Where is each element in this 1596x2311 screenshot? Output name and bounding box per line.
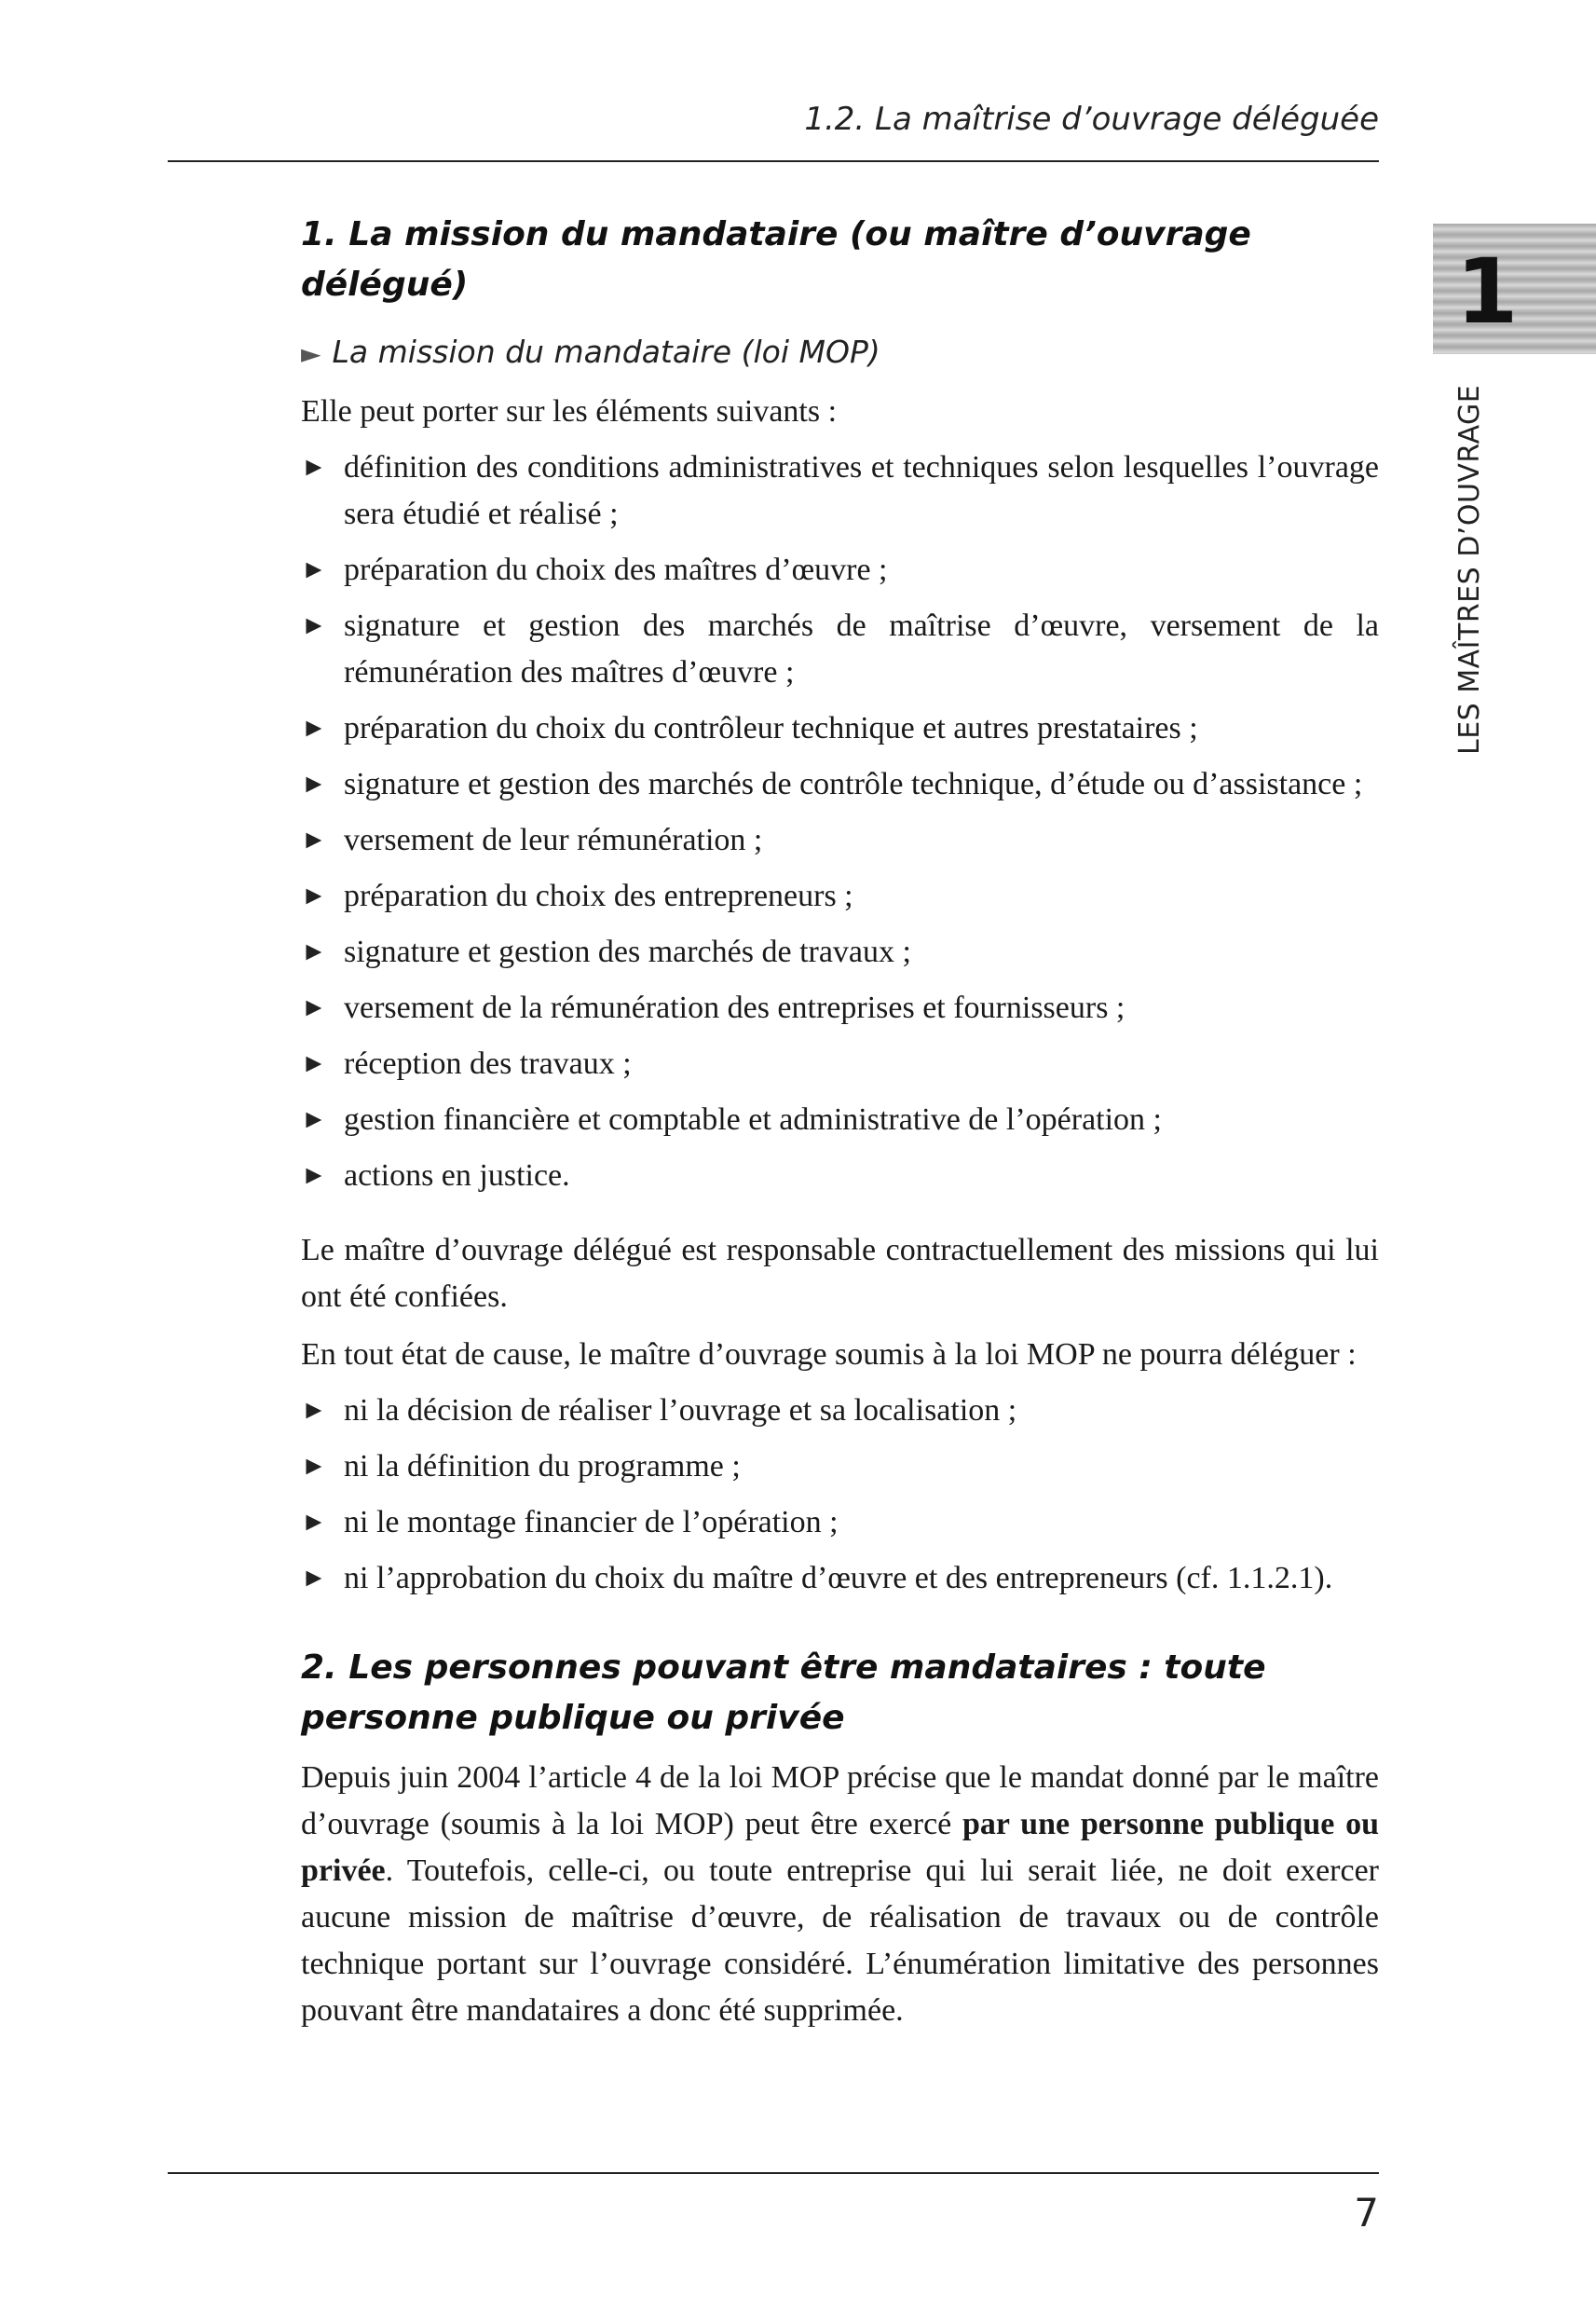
section-1-para-2: En tout état de cause, le maître d’ouvrage soumis à la loi MOP ne pourra déléguer : <box>301 1337 1357 1372</box>
list-item-text: préparation du choix des maîtres d’œuvre ; <box>344 553 888 587</box>
footer-rule <box>168 2172 1379 2174</box>
list-item <box>301 1041 1379 1087</box>
triangle-bullet-icon: ► <box>301 1564 327 1593</box>
list-item-text: signature et gestion des marchés de maîtrise d’œuvre, versement de la rémunération des maîtres d’œuvre ; <box>344 609 1379 690</box>
triangle-bullet-icon: ► <box>301 1452 327 1481</box>
list-item-text: préparation du choix du contrôleur technique et autres prestataires ; <box>344 711 1198 745</box>
mission-list <box>301 444 1379 1199</box>
triangle-bullet-icon: ► <box>301 338 321 369</box>
list-item-text: préparation du choix des entrepreneurs ; <box>344 879 853 913</box>
triangle-bullet-icon: ► <box>301 770 327 799</box>
list-item-text: versement de la rémunération des entreprises et fournisseurs ; <box>344 991 1125 1025</box>
page-number: 7 <box>1354 2190 1379 2236</box>
triangle-bullet-icon: ► <box>301 1161 327 1190</box>
triangle-bullet-icon: ► <box>301 993 327 1022</box>
list-item-text: signature et gestion des marchés de travaux ; <box>344 935 911 969</box>
section-1-para-1: Le maître d’ouvrage délégué est responsable contractuellement des missions qui lui ont été confiées. <box>301 1233 1379 1314</box>
triangle-bullet-icon: ► <box>301 555 327 584</box>
list-item-text: ni l’approbation du choix du maître d’œuvre et des entrepreneurs (cf. 1.1.2.1). <box>344 1561 1333 1595</box>
section-2-text-a: Depuis juin 2004 l’article 4 de la loi MOP précise que le mandat donné par le maître d’ouvrage (soumis à la loi MOP) peut être exercé <box>301 1760 1379 1841</box>
list-item-text: versement de leur rémunération ; <box>344 823 763 857</box>
header-rule <box>168 160 1379 162</box>
section-2-text-b: . Toutefois, celle-ci, ou toute entreprise qui lui serait liée, ne doit exercer aucune mission de maîtrise d’œuvre, de réalisation de travaux ou de contrôle technique portant sur l’ouvrage considéré. L’énumération limitative des personnes pouvant être mandataires a donc été supprimée. <box>301 1853 1379 2028</box>
list-item <box>301 1153 1379 1199</box>
list-item-text: réception des travaux ; <box>344 1046 632 1081</box>
section-1-subheading <box>301 329 1379 377</box>
list-item <box>301 547 1379 594</box>
section-2-paragraph <box>301 1755 1379 2034</box>
triangle-bullet-icon: ► <box>301 826 327 855</box>
list-item <box>301 761 1379 808</box>
section-2-emphasis: par une personne publique ou privée <box>301 1807 1379 1888</box>
triangle-bullet-icon: ► <box>301 1508 327 1537</box>
triangle-bullet-icon: ► <box>301 611 327 640</box>
section-1-heading: 1. La mission du mandataire (ou maître d’ouvrage délégué) <box>301 215 1251 304</box>
list-item <box>301 1443 1379 1490</box>
section-1-intro: Elle peut porter sur les éléments suivants : <box>301 394 838 429</box>
running-head: 1.2. La maîtrise d’ouvrage déléguée <box>804 101 1379 138</box>
triangle-bullet-icon: ► <box>301 453 327 482</box>
list-item <box>301 929 1379 976</box>
list-item-text: gestion financière et comptable et administrative de l’opération ; <box>344 1102 1163 1137</box>
list-item <box>301 1555 1379 1602</box>
chapter-label: LES MAÎTRES D’OUVRAGE <box>1453 384 1486 755</box>
triangle-bullet-icon: ► <box>301 937 327 966</box>
triangle-bullet-icon: ► <box>301 882 327 910</box>
triangle-bullet-icon: ► <box>301 1396 327 1425</box>
list-item <box>301 444 1379 538</box>
list-item <box>301 817 1379 864</box>
list-item <box>301 705 1379 752</box>
list-item-text: définition des conditions administratives et techniques selon lesquelles l’ouvrage sera étudié et réalisé ; <box>344 450 1379 531</box>
list-item-text: ni le montage financier de l’opération ; <box>344 1505 839 1539</box>
list-item <box>301 1388 1379 1434</box>
list-item-text: actions en justice. <box>344 1158 570 1193</box>
section-2-heading: 2. Les personnes pouvant être mandataires : toute personne publique ou privée <box>301 1648 1266 1737</box>
list-item <box>301 603 1379 696</box>
list-item <box>301 985 1379 1032</box>
page-body <box>301 210 1379 2034</box>
restriction-list <box>301 1388 1379 1602</box>
triangle-bullet-icon: ► <box>301 1049 327 1078</box>
list-item <box>301 873 1379 920</box>
list-item <box>301 1097 1379 1143</box>
subheading-text: La mission du mandataire (loi MOP) <box>332 334 880 370</box>
triangle-bullet-icon: ► <box>301 714 327 743</box>
triangle-bullet-icon: ► <box>301 1105 327 1134</box>
list-item-text: ni la décision de réaliser l’ouvrage et sa localisation ; <box>344 1393 1017 1428</box>
chapter-number: 1 <box>1455 239 1519 344</box>
list-item-text: ni la définition du programme ; <box>344 1449 741 1484</box>
list-item <box>301 1499 1379 1546</box>
list-item-text: signature et gestion des marchés de contrôle technique, d’étude ou d’assistance ; <box>344 767 1363 801</box>
